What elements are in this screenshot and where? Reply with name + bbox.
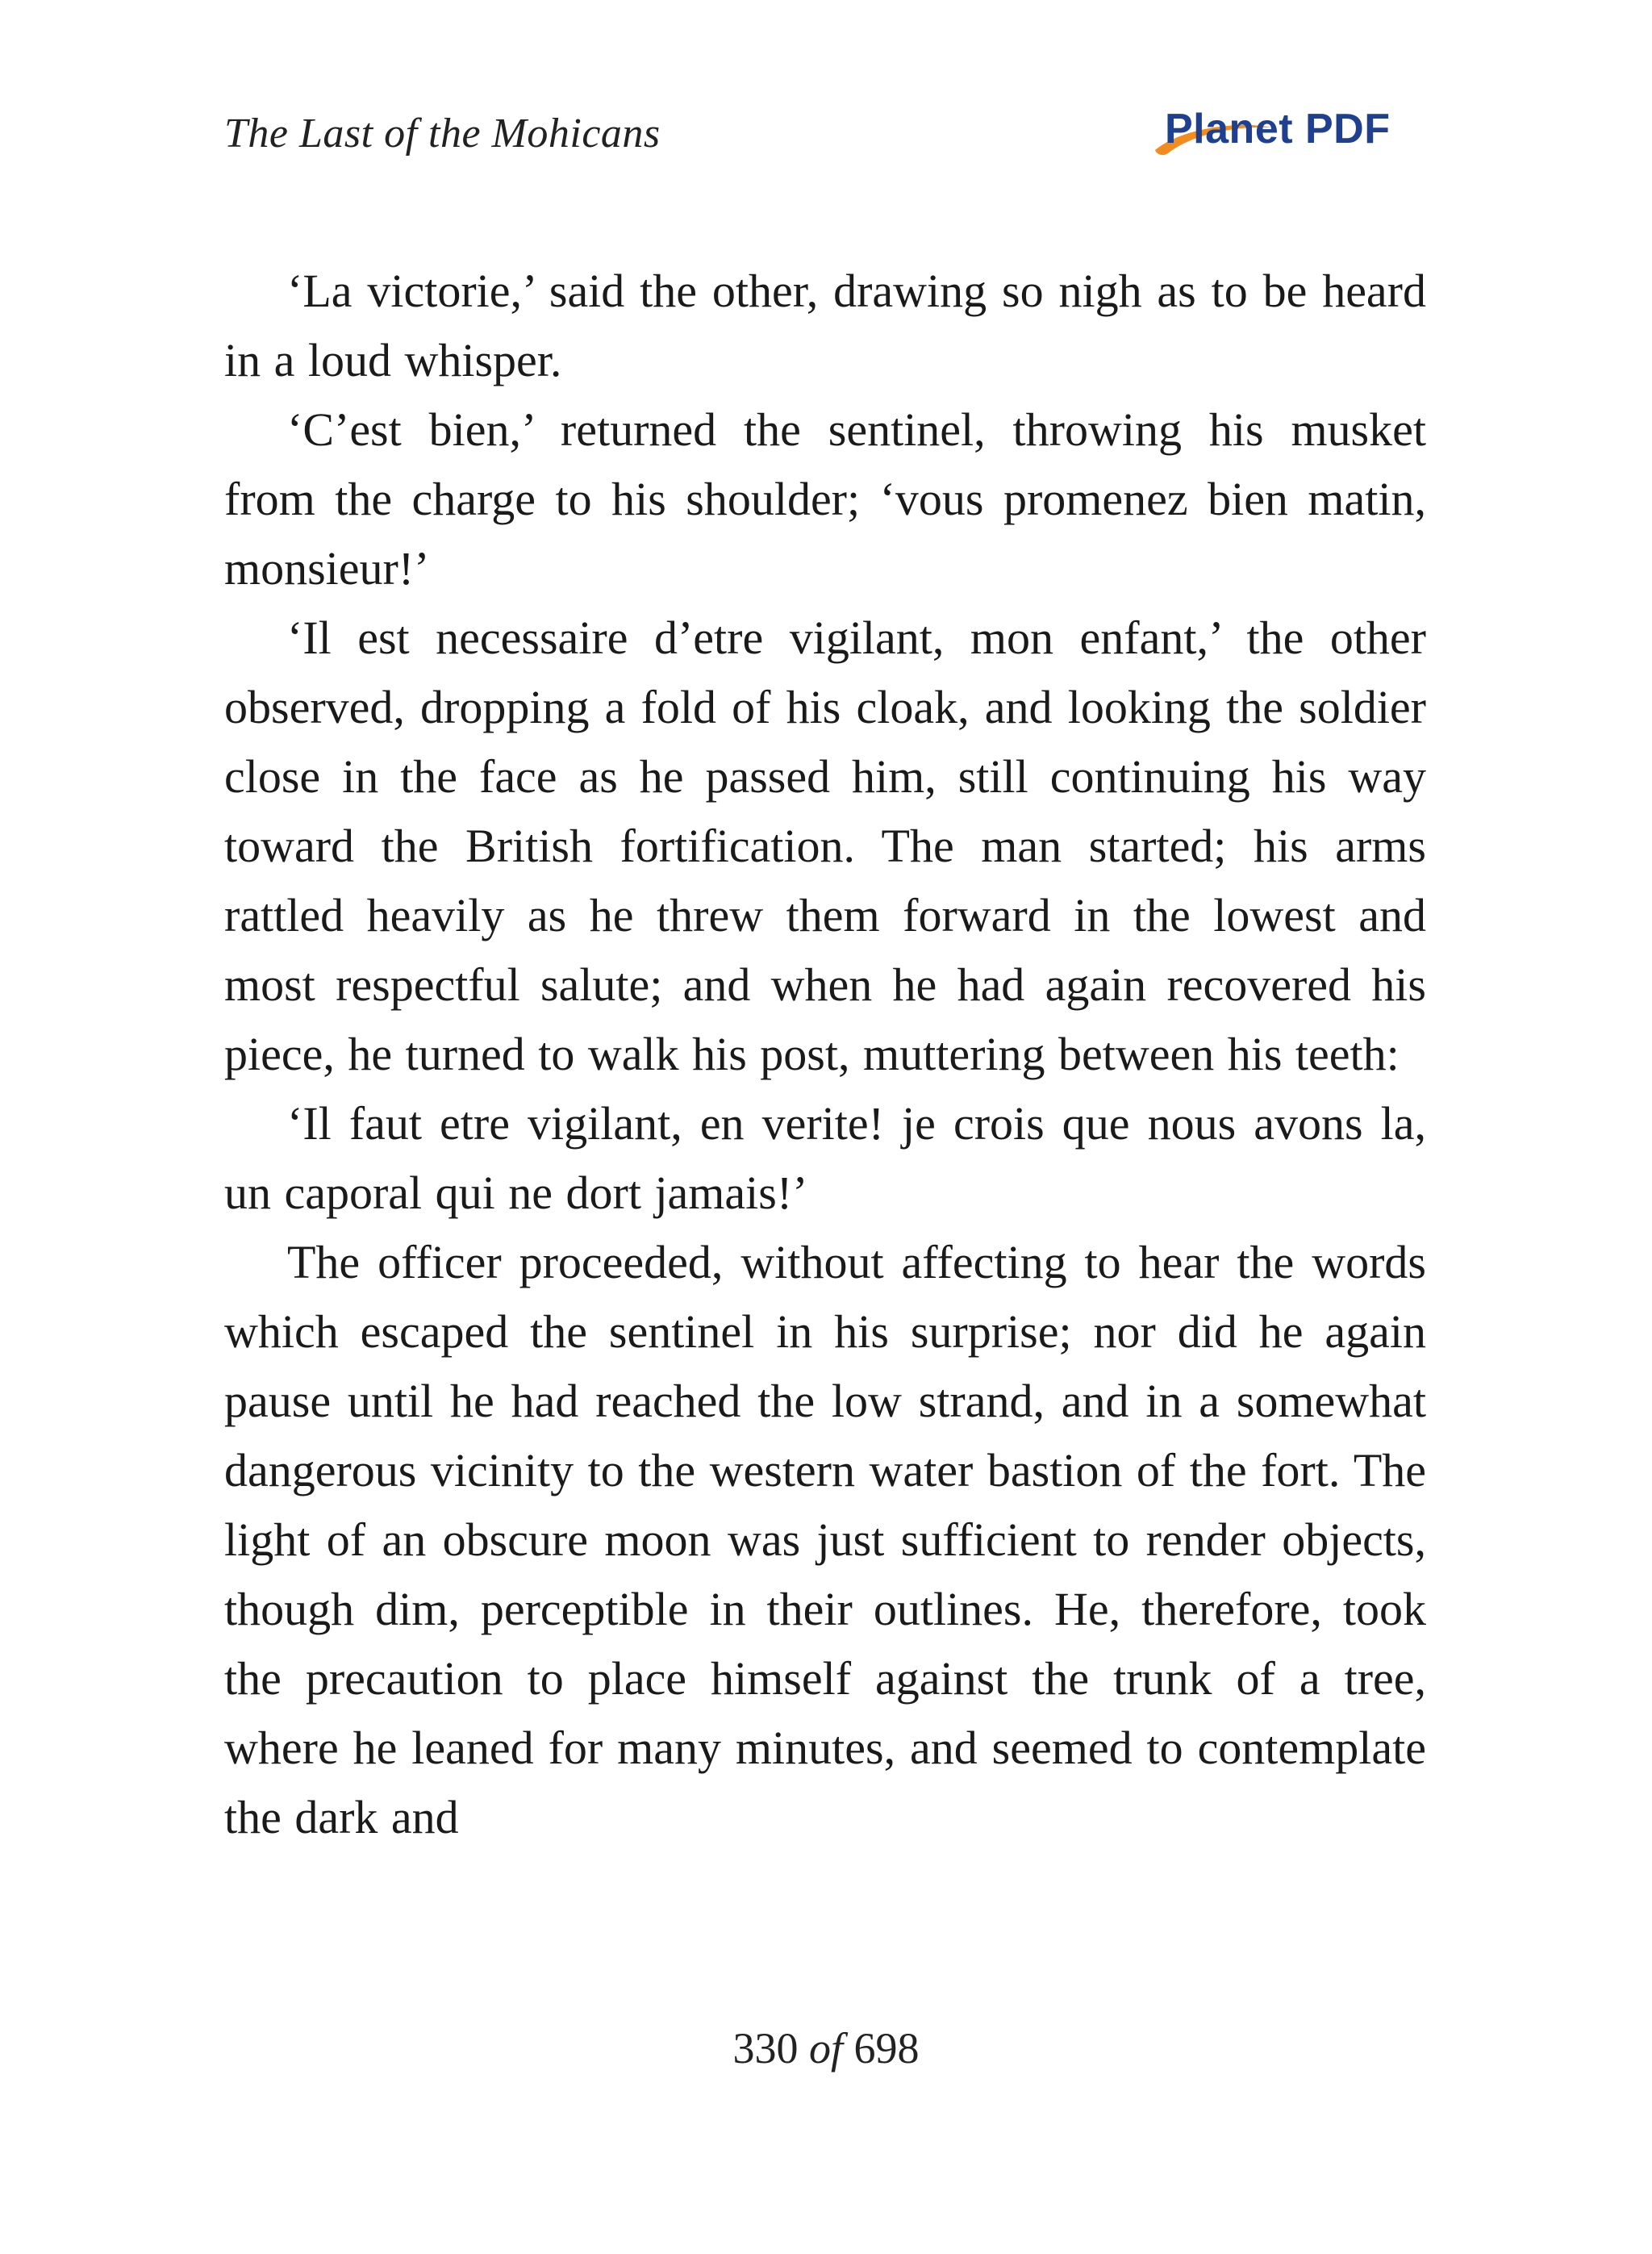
book-title: The Last of the Mohicans: [224, 111, 661, 157]
current-page: 330: [732, 2024, 799, 2072]
paragraph: ‘Il faut etre vigilant, en verite! je crois que nous avons la, un caporal qui ne dort jamais!’: [224, 1097, 1426, 1219]
page-body: [224, 257, 1426, 1852]
running-header: [224, 103, 1426, 184]
total-pages: 698: [853, 2024, 920, 2072]
paragraph: ‘La victorie,’ said the other, drawing so nigh as to be heard in a loud whisper.: [224, 265, 1426, 386]
paragraph: The officer proceeded, without affecting to hear the words which escaped the sentinel in his surprise; nor did he again pause until he had reached the low strand, and in a somewhat dangerous vicinity to the western water bastion of the fort. The light of an obscure moon was just sufficient to render objects, though dim, perceptible in their outlines. He, therefore, took the precaution to place himself against the trunk of a tree, where he leaned for many minutes, and seemed to contemplate the dark and: [224, 1236, 1426, 1843]
brand-name: Planet PDF: [1165, 106, 1391, 152]
planet-pdf-logo: [1150, 103, 1416, 168]
page-of-label: of: [808, 2024, 843, 2072]
paragraph: ‘C’est bien,’ returned the sentinel, throwing his musket from the charge to his shoulder; ‘vous promenez bien matin, monsieur!’: [224, 403, 1426, 595]
paragraph: ‘Il est necessaire d’etre vigilant, mon enfant,’ the other observed, dropping a fold of his cloak, and looking the soldier close in the face as he passed him, still continuing his way toward the British fortification. The man started; his arms rattled heavily as he threw them forward in the lowest and most respectful salute; and when he had again recovered his piece, he turned to walk his post, muttering between his teeth:: [224, 612, 1426, 1080]
page-number: [0, 2023, 1652, 2073]
